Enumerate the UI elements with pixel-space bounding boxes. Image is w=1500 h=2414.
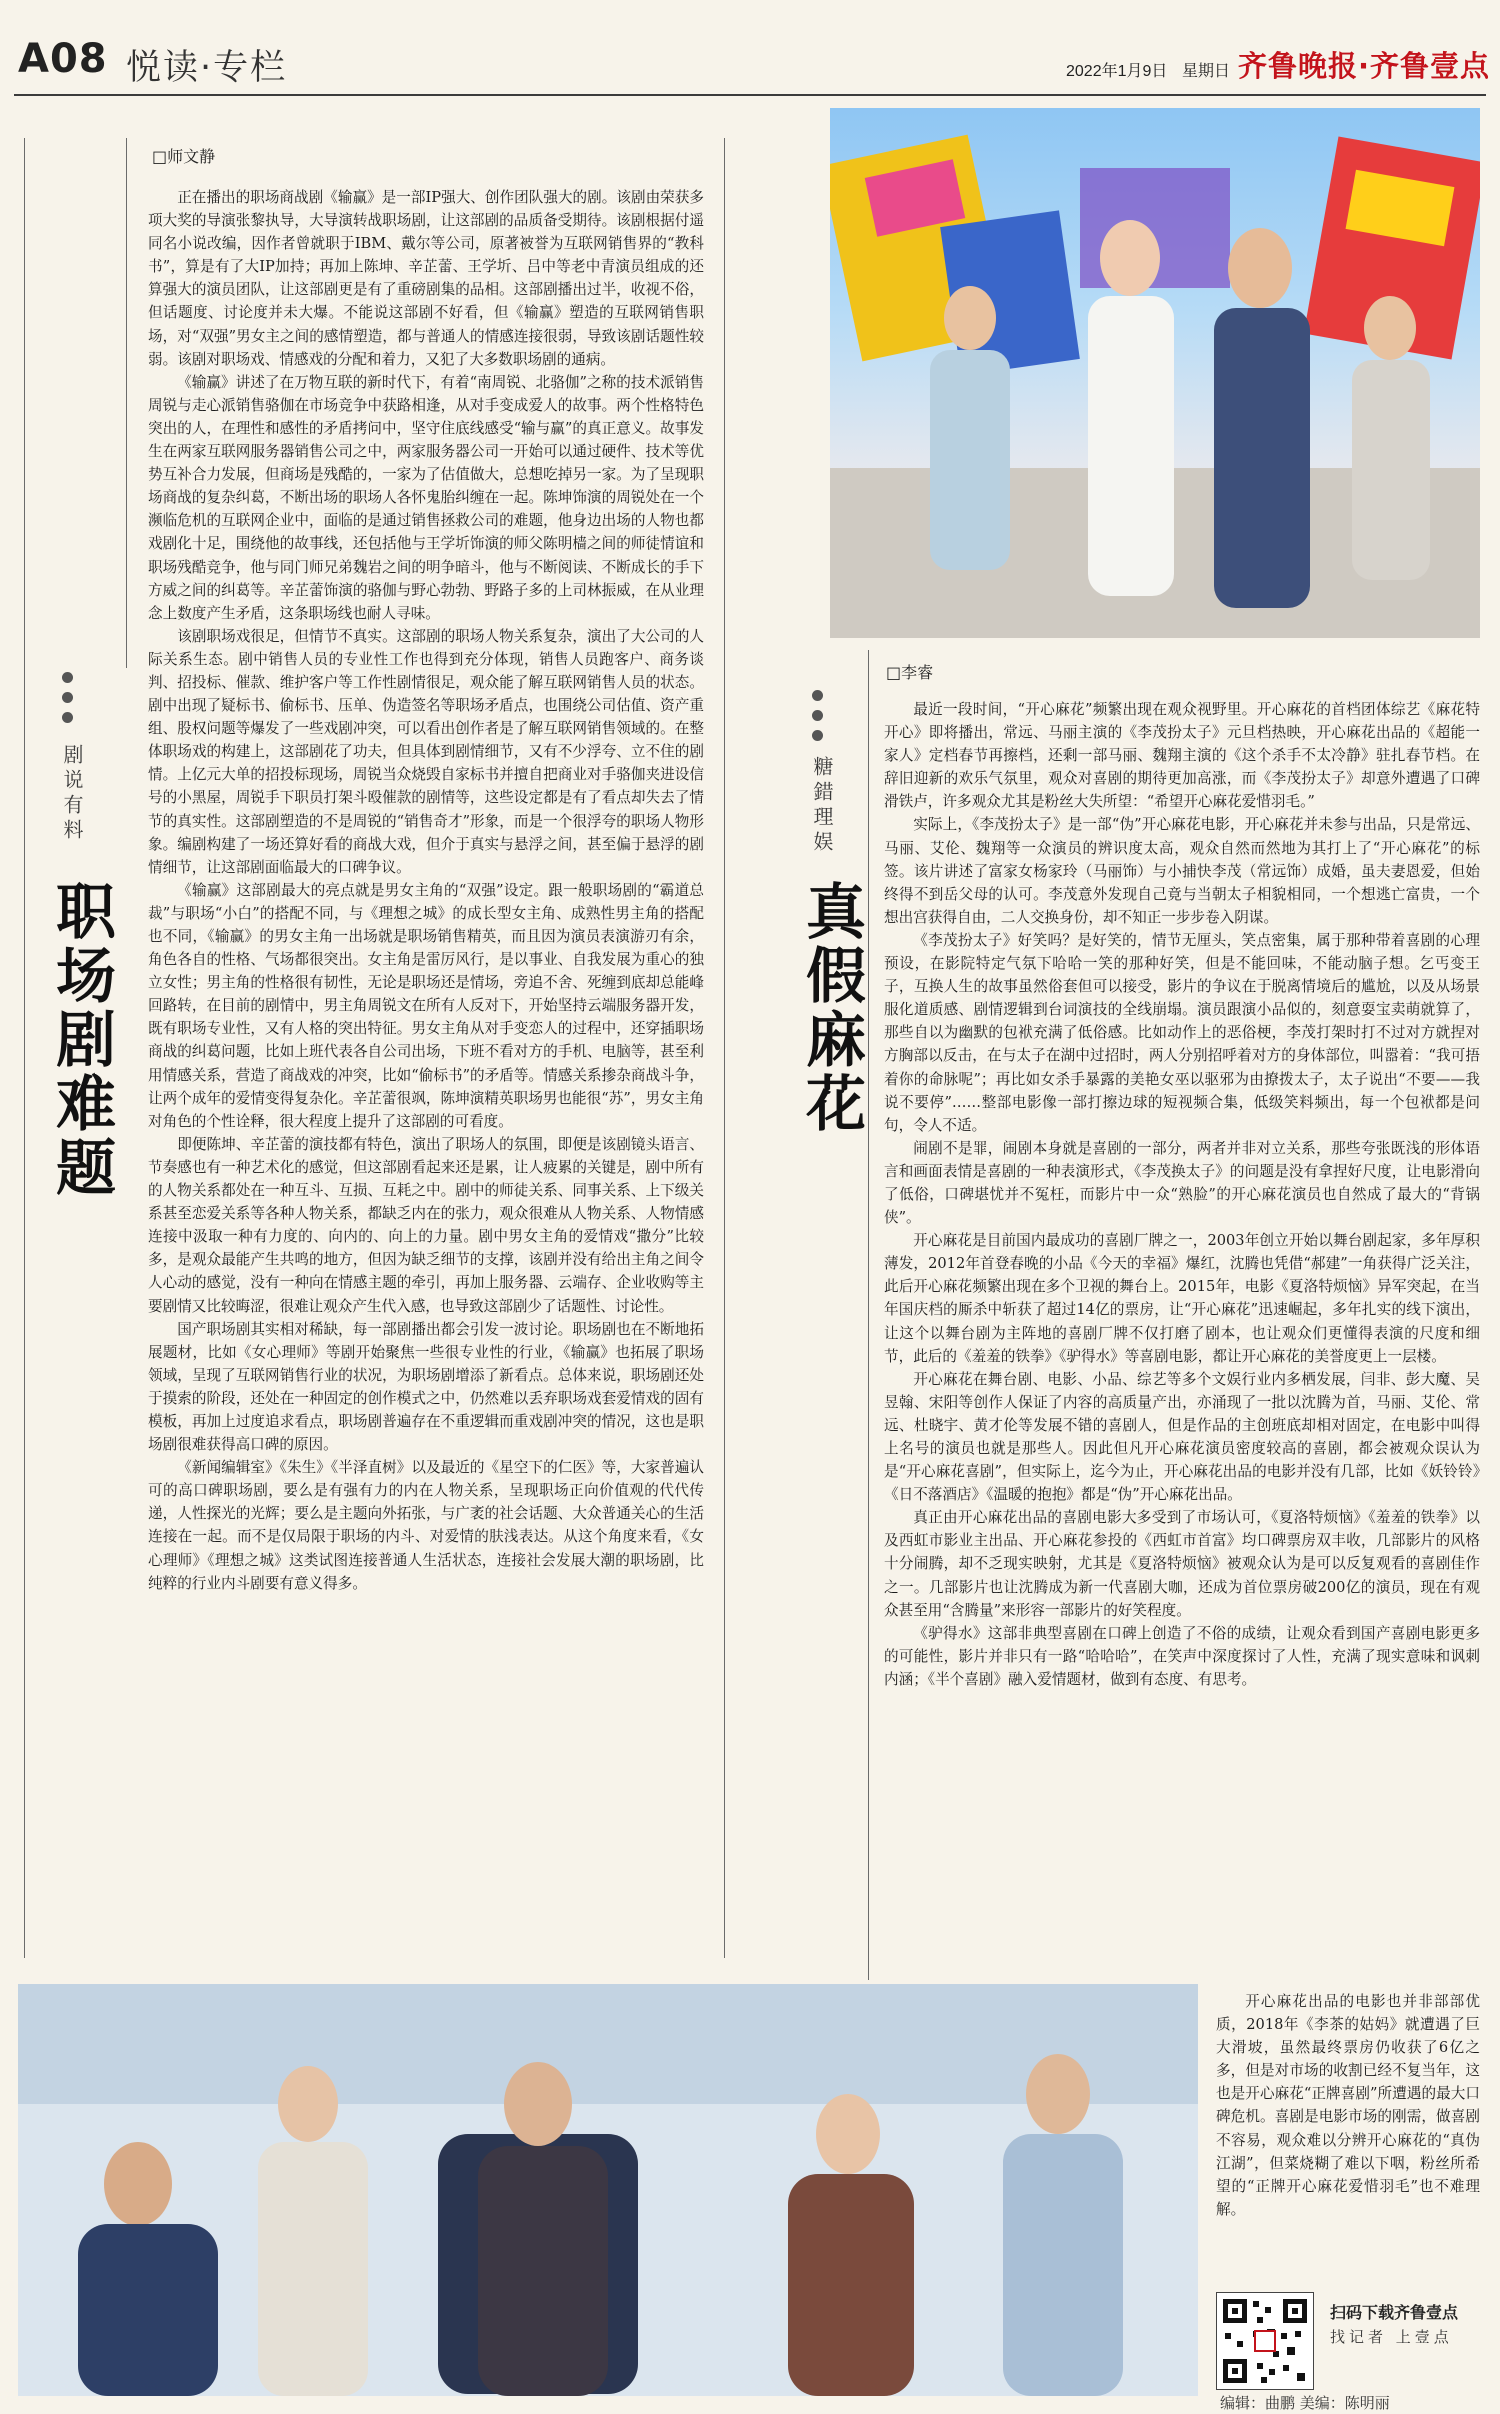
editor-credits: 编辑：曲鹏 美编：陈明丽 bbox=[1220, 2394, 1390, 2412]
issue-weekday: 星期日 bbox=[1182, 63, 1231, 80]
left-label-dots bbox=[62, 672, 73, 723]
section-title: 悦读·专栏 bbox=[126, 48, 288, 88]
newspaper-logo bbox=[1238, 44, 1490, 85]
right-label-dots bbox=[812, 690, 823, 741]
logo-dot: · bbox=[1358, 49, 1371, 83]
page-code: A08 bbox=[18, 36, 108, 82]
right-side-label: 糖錯理娱 bbox=[810, 756, 834, 856]
right-paragraph: 闹剧不是罪，闹剧本身就是喜剧的一部分，两者并非对立关系，那些夸张既浅的形体语言和画面表情是喜剧的一种表演形式，《李茂换太子》的问题是没有拿捏好尺度，让电影滑向了低俗，口碑堪忧并不冤枉，而影片中一众“熟脸”的开心麻花演员也自然成了最大的“背锅侠”。 bbox=[884, 1139, 1480, 1227]
right-headline: 真假麻花 bbox=[796, 880, 866, 1136]
left-paragraph: 正在播出的职场商战剧《输赢》是一部IP强大、创作团队强大的剧。该剧由荣获多项大奖的导演张黎执导，大导演转战职场剧，让这部剧的品质备受期待。该剧根据付遥同名小说改编，因作者曾就职于IBM、戴尔等公司，原著被誉为互联网销售界的“教科书”，算是有了大IP加持；再加上陈坤、辛芷蕾、王学圻、吕中等老中青演员组成的还算强大的演员团队，让这部剧更是有了重磅剧集的品相。这部剧播出过半，收视不俗，但话题度、讨论度并未大爆。不能说这部剧不好看，但《输赢》塑造的互联网销售职场，对“双强”男女主之间的感情塑造，都与普通人的情感连接很弱，导致该剧话题性较弱。该剧对职场戏、情感戏的分配和着力，又犯了大多数职场剧的通病。 bbox=[148, 189, 704, 368]
left-paragraph: 即便陈坤、辛芷蕾的演技都有特色，演出了职场人的氛围，即便是该剧镜头语言、节奏感也有一种艺术化的感觉，但这部剧看起来还是累，让人疲累的关键是，剧中所有的人物关系都处在一种互斗、互损、互耗之中。剧中的师徒关系、同事关系、上下级关系甚至恋爱关系等各种人物关系，都缺乏内在的张力，观众很难从人物关系、人物情感连接中汲取一种有力度的、向内的、向上的力量。剧中男女主角的爱情戏“撒分”比较多，是观众最能产生共鸣的地方，但因为缺乏细节的支撑，该剧并没有给出主角之间令人心动的感觉，没有一种向在情感主题的牵引，再加上服务器、云端存、企业收购等主要剧情又比较晦涩，很难让观众产生代入感，也导致这部剧少了话题性、讨论性。 bbox=[148, 1135, 704, 1315]
right-article-body-tail bbox=[1216, 1990, 1480, 2280]
right-paragraph: 开心麻花是目前国内最成功的喜剧厂牌之一，2003年创立开始以舞台剧起家，多年厚积薄发，2012年首登春晚的小品《今天的幸福》爆红，沈腾也凭借“郝建”一角获得广泛关注，此后开心麻花频繁出现在多个卫视的舞台上。2015年，电影《夏洛特烦恼》异军突起，在当年国庆档的厮杀中斩获了超过14亿的票房，让“开心麻花”迅速崛起，多年扎实的线下演出，让这个以舞台剧为主阵地的喜剧厂牌不仅打磨了剧本，也让观众们更懂得表演的尺度和细节，此后的《羞羞的铁拳》《驴得水》等喜剧电影，都让开心麻花的美誉度更上一层楼。 bbox=[884, 1232, 1480, 1365]
right-paragraph: 《驴得水》这部非典型喜剧在口碑上创造了不俗的成绩，让观众看到国产喜剧电影更多的可能性，影片并非只有一路“哈哈哈”，在笑声中深度探讨了人性，充满了现实意味和讽刺内涵；《半个喜剧》融入爱情题材，做到有态度、有思考。 bbox=[884, 1624, 1480, 1688]
left-side-label: 剧说有料 bbox=[60, 744, 84, 844]
qr-code-icon[interactable] bbox=[1216, 2292, 1314, 2390]
qr-caption: 扫码下载齐鲁壹点 bbox=[1330, 2303, 1459, 2322]
poster-illustration bbox=[830, 108, 1480, 638]
left-paragraph: 《输赢》讲述了在万物互联的新时代下，有着“南周锐、北骆伽”之称的技术派销售周锐与走心派销售骆伽在市场竞争中获路相逢，从对手变成爱人的故事。两个性格特色突出的人，在理性和感性的矛盾拷问中，坚守住底线感受“输与赢”的真正意义。故事发生在两家互联网服务器销售公司之中，两家服务器公司一开始可以通过硬件、技术等优势互补合力发展，但商场是残酷的，一家为了估值做大，总想吃掉另一家。为了呈现职场商战的复杂纠葛，不断出场的职场人各怀鬼胎纠缠在一起。陈坤饰演的周锐处在一个濒临危机的互联网企业中，面临的是通过销售拯救公司的难题，他身边出场的人物也都戏剧化十足，围绕他的故事线，还包括他与王学圻饰演的师父陈明樯之间的师徒情谊和职场残酷竞争，他与同门师兄弟魏岩之间的明争暗斗，他与不断阅读、不断成长的手下方威之间的纠葛等。辛芷蕾饰演的骆伽与野心勃勃、野路子多的上司林振威，在从业理念上数度产生矛盾，这条职场线也耐人寻味。 bbox=[148, 373, 704, 622]
left-label-line bbox=[126, 138, 127, 668]
left-article-body bbox=[148, 186, 704, 1976]
issue-date: 2022年1月9日 bbox=[1066, 63, 1168, 80]
left-margin-line bbox=[24, 138, 25, 1958]
right-label-line bbox=[868, 650, 869, 1980]
logo-right: 齐鲁壹点 bbox=[1370, 49, 1491, 83]
right-paragraph: 开心麻花出品的电影也并非部部优质，2018年《李茶的姑妈》就遭遇了巨大滑坡，虽然最终票房仍收获了6亿之多，但是对市场的收割已经不复当年，这也是开心麻花“正牌喜剧”所遭遇的最大口碑危机。喜剧是电影市场的刚需，做喜剧不容易，观众难以分辨开心麻花的“真伪江湖”，但菜烧糊了难以下咽，粉丝所希望的“正牌开心麻花爱惜羽毛”也不难理解。 bbox=[1216, 1993, 1480, 2218]
left-paragraph: 《输赢》这部剧最大的亮点就是男女主角的“双强”设定。跟一般职场剧的“霸道总裁”与职场“小白”的搭配不同，与《理想之城》的成长型女主角、成熟性男主角的搭配也不同，《输赢》的男女主角一出场就是职场销售精英，而且因为演员表演游刃有余，角色各自的性格、气场都很突出。女主角是雷厉风行，是以事业、自我发展为重心的独立女性；男主角的性格很有韧性，无论是职场还是情场，旁追不舍、死缠到底却总能峰回路转，在目前的剧情中，男主角周锐文在所有人反对下，开始坚持云端服务器开发，既有职场专业性，又有人格的突出特征。男女主角从对手变恋人的过程中，还穿插职场商战的纠葛问题，比如上班代表各自公司出场，下班不看对方的手机、电脑等，甚至利用情感关系，营造了商战戏的冲突，比如“偷标书”的矛盾等。情感关系掺杂商战斗争，让两个成年的爱情变得复杂化。辛芷蕾很飒，陈坤演精英职场男也能很“苏”，男女主角对角色的个性诠释，很大程度上提升了这部剧的可看度。 bbox=[148, 881, 704, 1130]
logo-left: 齐鲁晚报 bbox=[1238, 49, 1359, 83]
page-header bbox=[0, 0, 1500, 96]
right-paragraph: 最近一段时间，“开心麻花”频繁出现在观众视野里。开心麻花的首档团体综艺《麻花特开心》即将播出，常远、马丽主演的《李茂扮太子》元旦档热映，开心麻花出品的《超能一家人》定档春节再擦档，还剩一部马丽、魏翔主演的《这个杀手不太冷静》驻扎春节档。在辞旧迎新的欢乐气氛里，观众对喜剧的期待更加高涨，而《李茂扮太子》却意外遭遇了口碑滑铁卢，许多观众尤其是粉丝大失所望：“希望开心麻花爱惜羽毛。” bbox=[884, 701, 1480, 811]
movie-poster-photo bbox=[830, 108, 1480, 638]
left-paragraph: 该剧职场戏很足，但情节不真实。这部剧的职场人物关系复杂，演出了大公司的人际关系生态。剧中销售人员的专业性工作也得到充分体现，销售人员跑客户、商务谈判、招投标、催款、维护客户等工作性剧情很足，观众能了解互联网销售人员的状态。剧中出现了疑标书、偷标书、压单、伪造签名等职场矛盾点，也围绕公司估值、资产重组、股权问题等爆发了一些戏剧冲突，可以看出创作者是了解互联网销售领域的。在整体职场戏的构建上，这部剧花了功夫，但具体到剧情细节，又有不少浮夸、立不住的剧情。上亿元大单的招投标现场，周锐当众烧毁自家标书并擅自把商业对手骆伽夹进设信号的小黑屋，周锐手下职员打架斗殴催款的剧情等，这些设定都是有了看点却失去了情节的真实性。这部剧塑造的不是周锐的“销售奇才”形象，而是一个很浮夸的职场人物形象。编剧构建了一场还算好看的商战大戏，但介于真实与悬浮之间，甚至偏于悬浮的剧情细节，让这部剧面临最大的口碑争议。 bbox=[148, 627, 704, 876]
drama-illustration bbox=[18, 1984, 1198, 2396]
right-paragraph: 《李茂扮太子》好笑吗？是好笑的，情节无厘头，笑点密集，属于那种带着喜剧的心理预设，在影院特定气氛下哈哈一笑的那种好笑，但是不能回味，不能动脑子想。乞丐变王子，互换人生的故事虽然俗套但可以接受，影片的争议在于脱离情境后的尴尬，以及从场景服化道质感、剧情逻辑到台词演技的全线崩塌。演员跟演小品似的，刻意耍宝卖萌就算了，那些自以为幽默的包袱充满了低俗感。比如动作上的恶俗梗，李茂打架时打不过对方就捏对方胸部以反击，在与太子在湖中过招时，两人分别招呼着对方的身体部位，叫嚣着：“我可捂着你的命脉呢”；再比如女杀手暴露的美艳女巫以驱邪为由撩拨太子，太子说出“不要——我说不要停”……整部电影像一部打擦边球的短视频合集，低级笑料频出，每一个包袱都是问句，令人不适。 bbox=[884, 931, 1480, 1134]
left-headline: 职场剧难题 bbox=[46, 880, 116, 1200]
right-paragraph: 实际上，《李茂扮太子》是一部“伪”开心麻花电影，开心麻花并未参与出品，只是常远、马丽、艾伦、魏翔等一众演员的辨识度太高，观众自然而然地为其打上了“开心麻花”的标签。该片讲述了富家女杨家玲（马丽饰）与小捕快李茂（常远饰）成婚，虽夫妻恩爱，但始终得不到岳父母的认可。李茂意外发现自己竟与当朝太子相貌相同，一个想逃亡富贵，一个想出宫获得自由，二人交换身份，却不知正一步步卷入阴谋。 bbox=[884, 816, 1480, 926]
center-divider bbox=[724, 138, 725, 1958]
qr-subcaption: 找记者 上壹点 bbox=[1330, 2328, 1453, 2346]
right-paragraph: 真正由开心麻花出品的喜剧电影大多受到了市场认可，《夏洛特烦恼》《羞羞的铁拳》以及西虹市影业主出品、开心麻花参投的《西虹市首富》均口碑票房双丰收，几部影片的风格十分闹腾，却不乏现实映射，尤其是《夏洛特烦恼》被观众认为是可以反复观看的喜剧佳作之一。几部影片也让沈腾成为新一代喜剧大咖，还成为首位票房破200亿的演员，现在有观众甚至用“含腾量”来形容一部影片的好笑程度。 bbox=[884, 1509, 1480, 1619]
header-rule bbox=[14, 94, 1486, 96]
left-paragraph: 《新闻编辑室》《朱生》《半泽直树》以及最近的《星空下的仁医》等，大家普遍认可的高口碑职场剧，要么是有强有力的内在人物关系，呈现职场正向价值观的代代传递，人性探光的光辉；要么是主题向外拓张，与广袤的社会话题、大众普通关心的生活连接在一起。而不是仅局限于职场的内斗、对爱情的肤浅表达。从这个角度来看，《女心理师》《理想之城》这类试图连接普通人生活状态，连接社会发展大潮的职场剧，比纯粹的行业内斗剧要有意义得多。 bbox=[148, 1459, 704, 1592]
left-paragraph: 国产职场剧其实相对稀缺，每一部剧播出都会引发一波讨论。职场剧也在不断地拓展题材，比如《女心理师》等剧开始聚焦一些很专业性的行业，《输赢》也拓展了职场领域，呈现了互联网销售行业的状况，为职场剧增添了新看点。总体来说，职场剧还处于摸索的阶段，还处在一种固定的创作模式之中，仍然难以丢弃职场戏套爱情戏的固有模板，再加上过度追求看点，职场剧普遍存在不重逻辑而重戏剧冲突的情况，这也是职场剧很难获得高口碑的原因。 bbox=[148, 1320, 704, 1454]
drama-still-photo bbox=[18, 1984, 1198, 2396]
right-byline: □李睿 bbox=[886, 663, 934, 682]
left-byline: □师文静 bbox=[152, 147, 216, 166]
right-article-body-main bbox=[884, 698, 1480, 1988]
right-paragraph: 开心麻花在舞台剧、电影、小品、综艺等多个文娱行业内多栖发展，闫非、彭大魔、吴昱翰、宋阳等创作人保证了内容的高质量产出，亦涌现了一批以沈腾为首，马丽、艾伦、常远、杜晓宇、黄才伦等发展不错的喜剧人，但是作品的主创班底却相对固定，在电影中叫得上名号的演员也就是那些人。因此但凡开心麻花演员密度较高的喜剧，都会被观众误认为是“开心麻花喜剧”，但实际上，迄今为止，开心麻花出品的电影并没有几部，比如《妖铃铃》《日不落酒店》《温暖的抱抱》都是“伪”开心麻花出品。 bbox=[884, 1370, 1480, 1504]
